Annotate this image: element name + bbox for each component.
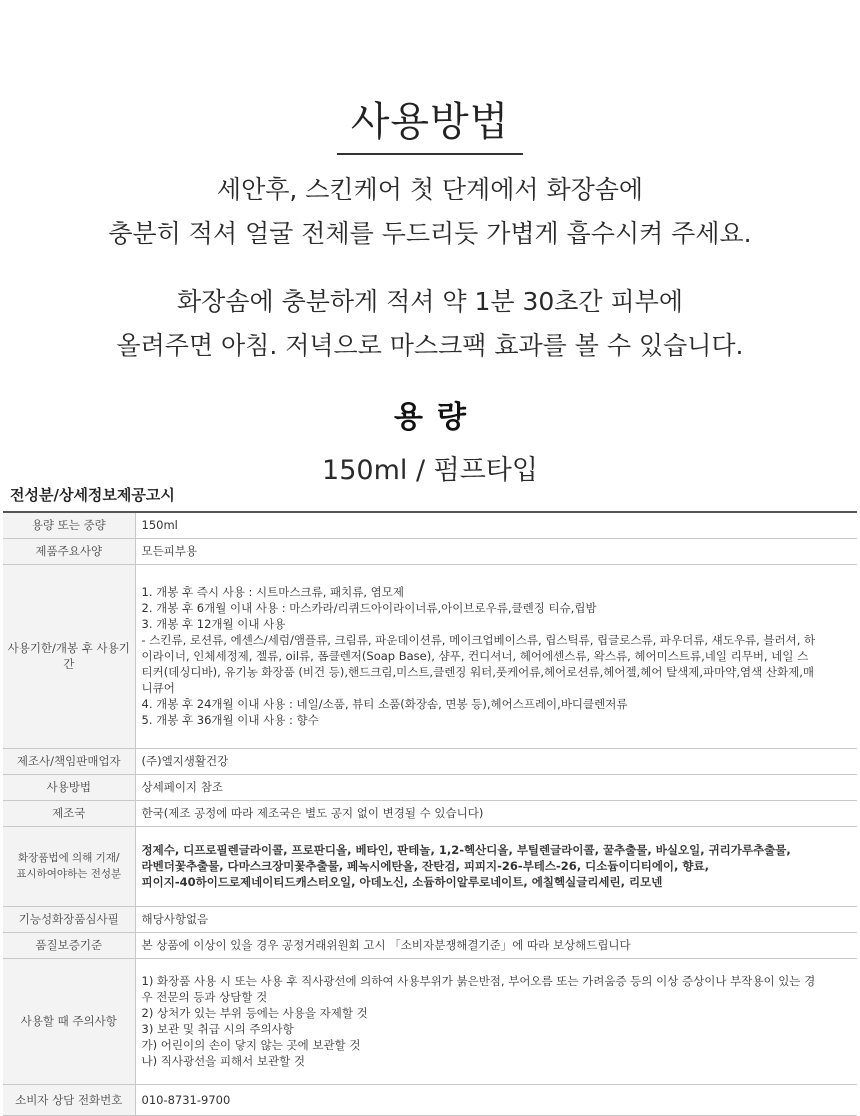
row-value-line: - 스킨류, 로션류, 에센스/세럼/앰플류, 크림류, 파운데이션류, 메이크업베이스류, 립스틱류, 립글로스류, 파우더류, 섀도우류, 블러셔, 하 [141, 633, 816, 647]
row-value-line: 4. 개봉 후 24개월 이내 사용 : 네일/소품, 뷰티 소품(화장솜, 면봉 등),헤어스프레이,바디클렌저류 [141, 697, 628, 711]
row-value-line: 해당사항없음 [141, 912, 209, 926]
row-label-line: 화장품법에 의해 기재/ [18, 852, 120, 864]
usage-title: 사용방법 [337, 86, 524, 155]
row-label [3, 748, 135, 774]
row-value-line: 정제수, 디프로필렌글라이콜, 프로판디올, 베타인, 판테놀, 1,2-헥산디올, 부틸렌글라이콜, 꿀추출물, 바실오일, 귀리가루추출물, [141, 843, 791, 857]
row-value-line: 본 상품에 이상이 있을 경우 공정거래위원회 고시 「소비자분쟁해결기준」에 따라 보상해드립니다 [141, 938, 631, 952]
row-value-line: 가) 어린이의 손이 닿지 않는 곳에 보관할 것 [141, 1038, 361, 1052]
row-value [135, 512, 857, 538]
row-label-line: 기능성화장품심사필 [18, 912, 119, 926]
usage-line: 세안후, 스킨케어 첫 단계에서 화장솜에 [216, 175, 644, 204]
row-value [135, 958, 857, 1084]
row-value-line: 5. 개봉 후 36개월 이내 사용 : 향수 [141, 713, 319, 727]
row-value-line: 3. 개봉 후 12개월 이내 사용 [141, 617, 286, 631]
table-row [3, 958, 857, 1084]
table-row [3, 826, 857, 906]
row-value-line: 우 전문의 등과 상담할 것 [141, 990, 268, 1004]
table-row [3, 512, 857, 538]
row-label [3, 538, 135, 564]
table-row [3, 1084, 857, 1115]
table-row [3, 932, 857, 958]
row-value-line: 이라이너, 인체세정제, 젤류, oil류, 폼클렌저(Soap Base), 샴푸, 컨디셔너, 헤어에센스류, 왁스류, 헤어미스트류,네일 리무버, 네일 스 [141, 649, 809, 663]
row-label [3, 932, 135, 958]
row-value-line: 상세페이지 참조 [141, 780, 223, 794]
usage-line: 화장솜에 충분하게 적셔 약 1분 30초간 피부에 [177, 287, 683, 316]
row-value-line: 150ml [141, 518, 178, 533]
row-value-line: 1) 화장품 사용 시 또는 사용 후 직사광선에 의하여 사용부위가 붉은반점, 부어오름 또는 가려움증 등의 이상 증상이나 부작용이 있는 경 [141, 974, 816, 988]
row-value-line: 티커(데싱디바), 유기농 화장품 (비건 등),핸드크림,미스트,클렌징 워터,풋케어류,헤어로션류,헤어젤,헤어 탈색제,파마약,염색 산화제,매 [141, 665, 815, 679]
row-label-line: 용량 또는 중량 [31, 518, 106, 533]
table-row [3, 800, 857, 826]
row-value-line: 니큐어 [141, 681, 175, 695]
row-value [135, 800, 857, 826]
usage-line: 올려주면 아침. 저녁으로 마스크팩 효과를 볼 수 있습니다. [116, 331, 744, 360]
row-label-line: 사용방법 [46, 780, 91, 794]
row-value [135, 564, 857, 748]
row-value-line: 010-8731-9700 [141, 1092, 231, 1107]
row-value-line: 모든피부용 [141, 544, 198, 558]
disclosure-title: 전성분/상세정보제공고시 [10, 486, 175, 504]
row-label [3, 958, 135, 1084]
row-label-line: 소비자 상담 전화번호 [15, 1092, 123, 1107]
row-value-line: 나) 직사광선을 피해서 보관할 것 [141, 1054, 306, 1068]
row-value [135, 1084, 857, 1115]
table-row [3, 748, 857, 774]
row-label-line: 제조국 [52, 806, 86, 820]
row-value-line: 2. 개봉 후 6개월 이내 사용 : 마스카라/리퀴드아이라이너류,아이브로우류,클렌징 티슈,립밤 [141, 601, 597, 615]
table-row [3, 774, 857, 800]
row-value-line: 1. 개봉 후 즉시 사용 : 시트마스크류, 패치류, 염모제 [141, 585, 404, 599]
row-value-line: 한국(제조 공정에 따라 제조국은 별도 공지 없이 변경될 수 있습니다) [141, 806, 484, 820]
row-value [135, 538, 857, 564]
usage-section [0, 86, 860, 155]
row-value [135, 826, 857, 906]
row-label [3, 906, 135, 932]
row-value-line: 라벤더꽃추출물, 다마스크장미꽃추출물, 페녹시에탄올, 잔탄검, 피피지-26-부테스-26, 디소듐이디티에이, 향료, [141, 859, 710, 873]
row-value-line: 피이지-40하이드로제네이티드캐스터오일, 아데노신, 소듐하이알루로네이트, 에칠헥실글리세린, 리모넨 [141, 875, 663, 889]
capacity-title: 용량 [394, 400, 480, 435]
row-label [3, 800, 135, 826]
usage-line: 충분히 적셔 얼굴 전체를 두드리듯 가볍게 흡수시켜 주세요. [108, 219, 752, 248]
table-row [3, 538, 857, 564]
usage-paragraph-1 [0, 168, 860, 256]
row-value-line: 3) 보관 및 취급 시의 주의사항 [141, 1022, 294, 1036]
table-row [3, 564, 857, 748]
row-label [3, 512, 135, 538]
product-info-table [3, 511, 857, 1116]
row-value [135, 774, 857, 800]
table-row [3, 906, 857, 932]
capacity-value: 150ml / 펌프타입 [322, 455, 538, 486]
row-value [135, 932, 857, 958]
row-label-line: 제품주요사양 [35, 544, 103, 558]
row-label-line: 사용할 때 주의사항 [20, 1014, 117, 1028]
row-value [135, 906, 857, 932]
usage-paragraph-2 [0, 280, 860, 368]
row-label-line: 표시하여야하는 전성분 [16, 868, 122, 880]
row-label-line: 제조사/책임판매업자 [16, 754, 121, 768]
row-label [3, 564, 135, 748]
row-label [3, 774, 135, 800]
row-label [3, 826, 135, 906]
row-label-line: 품질보증기준 [35, 938, 103, 952]
row-value-line: 2) 상처가 있는 부위 등에는 사용을 자제할 것 [141, 1006, 368, 1020]
row-value [135, 748, 857, 774]
row-label [3, 1084, 135, 1115]
row-value-line: (주)엘지생활건강 [141, 754, 229, 768]
row-label-line: 사용기한/개봉 후 사용기간 [7, 641, 130, 671]
